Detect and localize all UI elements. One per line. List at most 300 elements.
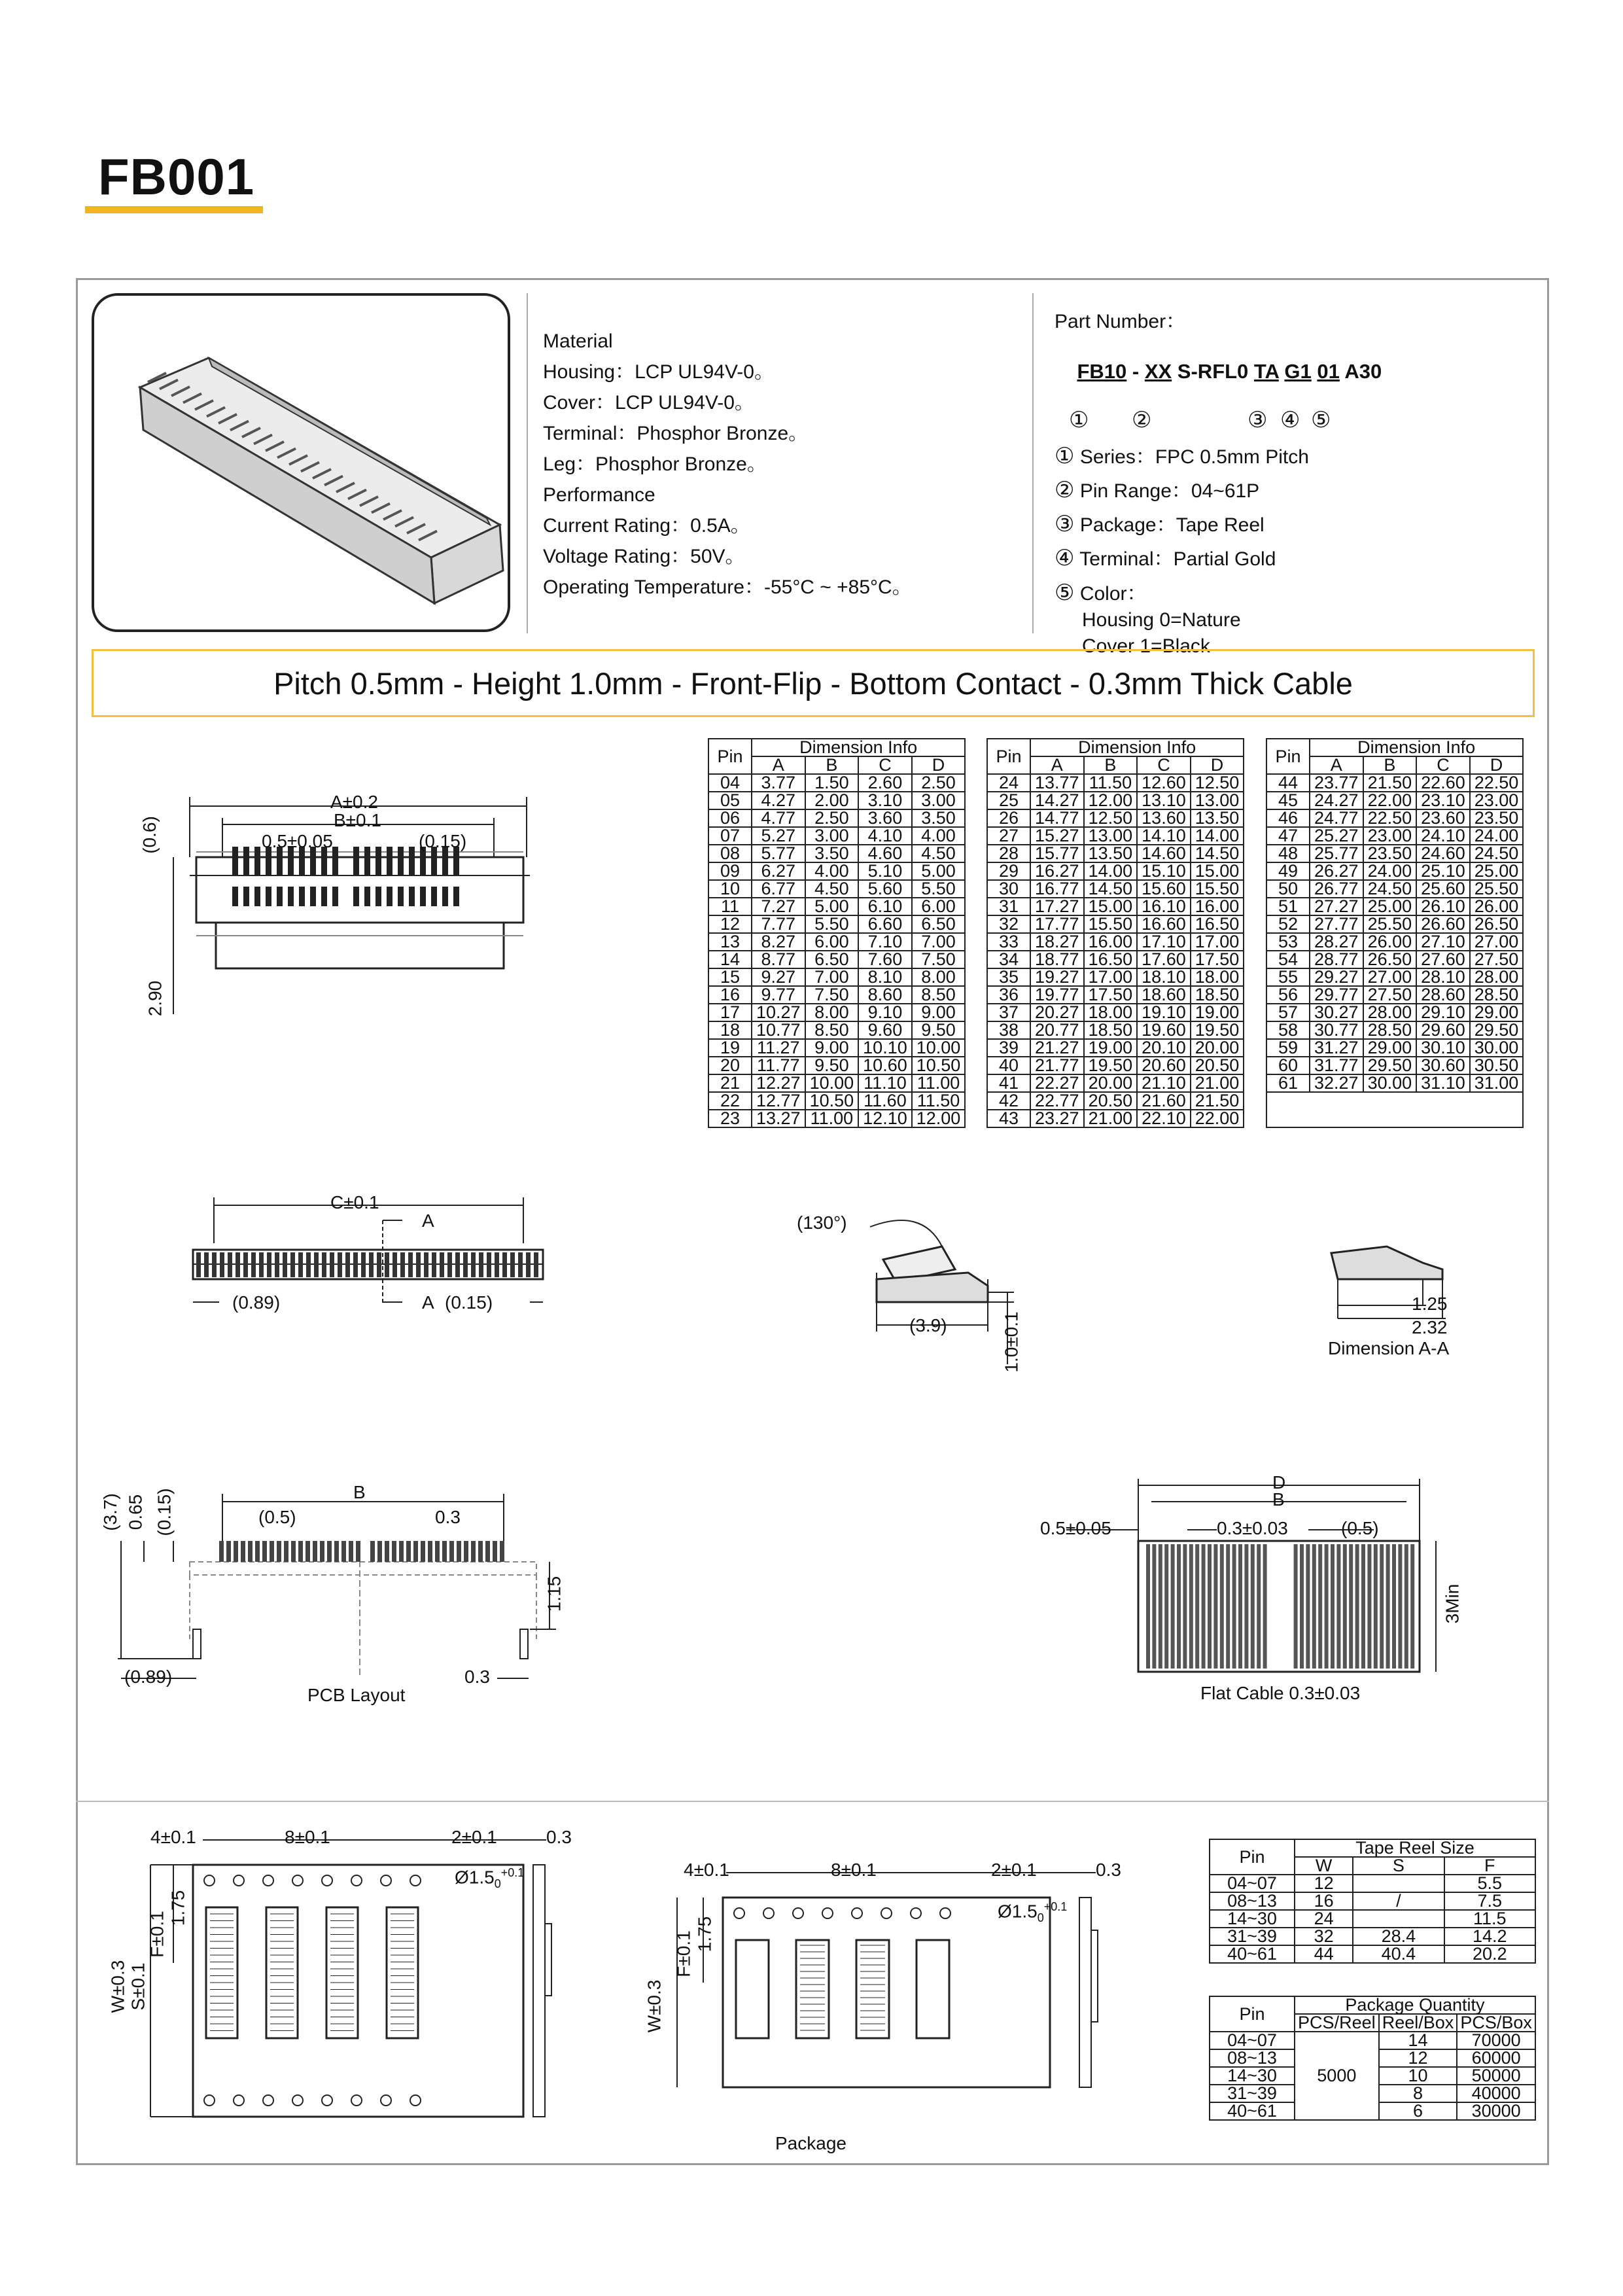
- table-cell: 31.00: [1470, 1074, 1524, 1092]
- table-cell: 1.50: [805, 774, 859, 792]
- table-cell: 05: [708, 792, 752, 809]
- table-cell: 24.00: [1470, 827, 1524, 845]
- dim-left: (0.89): [232, 1292, 281, 1313]
- sprocket-hole: [793, 1908, 803, 1918]
- table-cell: 12.50: [1191, 774, 1244, 792]
- product-photo: [92, 293, 510, 632]
- table-cell: 10.10: [858, 1039, 912, 1057]
- pin-section: [385, 1252, 389, 1277]
- contact: [243, 887, 249, 906]
- tape-thickness: 0.3: [1096, 1860, 1121, 1880]
- pin-section: [283, 1252, 287, 1277]
- table-cell: 31.10: [1416, 1074, 1470, 1092]
- sprocket-hole: [852, 1908, 862, 1918]
- cable-finger: [1361, 1544, 1365, 1669]
- table-cell: 15.00: [1084, 898, 1138, 915]
- dim-col-header: D: [912, 756, 966, 774]
- pin-section: [487, 1252, 491, 1277]
- table-row: [1266, 1039, 1523, 1057]
- table-cell: 28.00: [1470, 968, 1524, 986]
- table-cell: 14.77: [1030, 809, 1084, 827]
- table-row: [708, 1057, 965, 1074]
- table-row: [1266, 845, 1523, 862]
- table-cell: 3.50: [805, 845, 859, 862]
- sprocket-hole: [292, 1875, 303, 1886]
- legend-marker: ⑤: [1055, 580, 1075, 605]
- table-cell: 08~13: [1210, 1892, 1295, 1910]
- table-cell: 50: [1266, 880, 1310, 898]
- table-cell: 13.60: [1137, 809, 1191, 827]
- dimension-table-1: [708, 738, 966, 1128]
- cable-dim-d: D: [1272, 1472, 1286, 1492]
- pcb-v3: (0.15): [154, 1488, 175, 1536]
- tape-pocket: [206, 1907, 237, 2038]
- table-cell: 12.10: [858, 1110, 912, 1127]
- cable-finger: [1294, 1544, 1298, 1669]
- legend-text: Package：Tape Reel: [1079, 514, 1265, 536]
- pcb-pad: [356, 1541, 360, 1562]
- pin-lead: [409, 847, 415, 875]
- table-cell: 42: [987, 1092, 1030, 1110]
- table-cell: 19.00: [1191, 1004, 1244, 1021]
- table-row: [987, 774, 1244, 792]
- table-cell: 24.60: [1416, 845, 1470, 862]
- table-row: [1266, 933, 1523, 951]
- pcs-per-reel: 5000: [1295, 2032, 1379, 2120]
- pin-section: [338, 1252, 342, 1277]
- table-cell: 31.77: [1310, 1057, 1363, 1074]
- pin-section: [369, 1252, 374, 1277]
- table-cell: 12.00: [1084, 792, 1138, 809]
- pin-lead: [387, 847, 393, 875]
- hole-dia: Ø1.5: [998, 1901, 1038, 1922]
- table-cell: 22.77: [1030, 1092, 1084, 1110]
- legend-item: [1055, 474, 1382, 508]
- package-qty-title: Package Quantity: [1295, 1996, 1535, 2014]
- voltage-rating: Voltage Rating：50V。: [543, 546, 745, 567]
- tape-reel-title: Tape Reel Size: [1295, 1839, 1535, 1857]
- table-row: [987, 827, 1244, 845]
- table-cell: 9.50: [805, 1057, 859, 1074]
- tape-pocket: [266, 1907, 298, 2038]
- table-cell: 20.50: [1084, 1092, 1138, 1110]
- pcb-pad: [305, 1541, 310, 1562]
- tape-h: 1.75: [694, 1916, 715, 1952]
- table-cell: 30.00: [1470, 1039, 1524, 1057]
- table-cell: 31.27: [1310, 1039, 1363, 1057]
- code-type: S-RFL0: [1172, 360, 1254, 383]
- table-cell: 2.50: [805, 809, 859, 827]
- tape-s: S±0.1: [128, 1962, 148, 2011]
- cable-finger: [1213, 1544, 1217, 1669]
- table-row: [1266, 915, 1523, 933]
- table-row: [708, 1074, 965, 1092]
- table-cell: 25.00: [1363, 898, 1417, 915]
- dim-side: (0.15): [419, 831, 467, 851]
- table-cell: 8.27: [752, 933, 805, 951]
- dimension-info-header: Dimension Info: [1030, 739, 1244, 756]
- table-cell: 39: [987, 1039, 1030, 1057]
- table-cell: 4.77: [752, 809, 805, 827]
- contact: [453, 887, 459, 906]
- part-number-code: [1055, 336, 1382, 407]
- pin-section: [204, 1252, 209, 1277]
- table-cell: 29: [987, 862, 1030, 880]
- table-cell: 35: [987, 968, 1030, 986]
- pin-lead: [243, 847, 249, 875]
- pcb-right: 0.3: [464, 1667, 490, 1687]
- table-cell: 16.10: [1137, 898, 1191, 915]
- contact: [442, 887, 448, 906]
- table-cell: 57: [1266, 1004, 1310, 1021]
- part-number-heading: Part Number：: [1055, 311, 1186, 332]
- table-cell: 12: [1379, 2049, 1457, 2067]
- pcb-pad: [464, 1541, 468, 1562]
- table-cell: 12.77: [752, 1092, 805, 1110]
- table-cell: 27.50: [1363, 986, 1417, 1004]
- table-cell: 04: [708, 774, 752, 792]
- table-cell: 40: [987, 1057, 1030, 1074]
- table-row: [987, 1057, 1244, 1074]
- dim-right: (0.15): [445, 1292, 493, 1313]
- col-s: S: [1353, 1857, 1444, 1875]
- legend-item: [1055, 542, 1382, 576]
- table-cell: 7.77: [752, 915, 805, 933]
- table-cell: 23.77: [1310, 774, 1363, 792]
- table-cell: 20.60: [1137, 1057, 1191, 1074]
- table-cell: 23.00: [1470, 792, 1524, 809]
- table-cell: 18.77: [1030, 951, 1084, 968]
- sprocket-hole: [351, 1875, 362, 1886]
- table-cell: 9.00: [805, 1039, 859, 1057]
- legend-marker: ③: [1055, 512, 1075, 537]
- pcb-pad: [370, 1541, 375, 1562]
- table-row: [708, 880, 965, 898]
- table-cell: 18: [708, 1021, 752, 1039]
- table-row: [1266, 827, 1523, 845]
- pcb-pad: [478, 1541, 483, 1562]
- table-cell: 10.50: [805, 1092, 859, 1110]
- table-cell: 44: [1266, 774, 1310, 792]
- cable-finger: [1146, 1544, 1150, 1669]
- pcb-v1: (3.7): [99, 1493, 120, 1531]
- cable-caption: Flat Cable 0.3±0.03: [1200, 1683, 1361, 1703]
- table-row: [1266, 792, 1523, 809]
- table-cell: 19.10: [1137, 1004, 1191, 1021]
- table-cell: 60000: [1457, 2049, 1535, 2067]
- legend-marker: ②: [1055, 478, 1075, 503]
- pcb-pad: [313, 1541, 317, 1562]
- table-cell: 4.00: [805, 862, 859, 880]
- table-cell: 09: [708, 862, 752, 880]
- table-cell: 9.77: [752, 986, 805, 1004]
- table-cell: 13.50: [1084, 845, 1138, 862]
- table-cell: 30.00: [1363, 1074, 1417, 1092]
- table-row: [708, 1110, 965, 1127]
- table-cell: 16.50: [1191, 915, 1244, 933]
- pin-section: [463, 1252, 468, 1277]
- dimension-table-2: [986, 738, 1244, 1128]
- pin-lead: [398, 847, 404, 875]
- table-row: [987, 809, 1244, 827]
- table-cell: 3.77: [752, 774, 805, 792]
- pcb-pad: [493, 1541, 497, 1562]
- table-cell: 8.10: [858, 968, 912, 986]
- table-cell: 22.00: [1191, 1110, 1244, 1127]
- pin-header: Pin: [708, 739, 752, 774]
- pin-section: [259, 1252, 264, 1277]
- sprocket-hole: [381, 1875, 391, 1886]
- table-cell: 25.50: [1363, 915, 1417, 933]
- tape-pitch2: 2±0.1: [451, 1827, 497, 1847]
- table-cell: 23.27: [1030, 1110, 1084, 1127]
- pin-section: [314, 1252, 319, 1277]
- pin-header: Pin: [987, 739, 1030, 774]
- table-cell: /: [1353, 1892, 1444, 1910]
- table-cell: 20.10: [1137, 1039, 1191, 1057]
- table-cell: 24.50: [1363, 880, 1417, 898]
- table-row: [1266, 774, 1523, 792]
- table-cell: 41: [987, 1074, 1030, 1092]
- table-cell: 28.00: [1363, 1004, 1417, 1021]
- table-cell: 43: [987, 1110, 1030, 1127]
- dim-col-header: B: [805, 756, 859, 774]
- table-cell: 25: [987, 792, 1030, 809]
- table-cell: 21.10: [1137, 1074, 1191, 1092]
- table-row: [1266, 1021, 1523, 1039]
- table-cell: 4.50: [912, 845, 966, 862]
- table-cell: 17.10: [1137, 933, 1191, 951]
- table-cell: 5.50: [912, 880, 966, 898]
- table-cell: 34: [987, 951, 1030, 968]
- legend-text: Color：: [1079, 583, 1147, 605]
- pcb-left: (0.89): [124, 1667, 173, 1687]
- dimension-info-header: Dimension Info: [752, 739, 965, 756]
- table-cell: 6.50: [912, 915, 966, 933]
- col-w: W: [1295, 1857, 1353, 1875]
- table-cell: 70000: [1457, 2032, 1535, 2049]
- table-row: [708, 792, 965, 809]
- table-cell: 8.77: [752, 951, 805, 968]
- cable-finger: [1312, 1544, 1316, 1669]
- pcb-pad: [435, 1541, 440, 1562]
- contact: [375, 887, 381, 906]
- table-cell: 16.77: [1030, 880, 1084, 898]
- table-cell: 24: [987, 774, 1030, 792]
- table-cell: 14: [708, 951, 752, 968]
- table-cell: 17.50: [1191, 951, 1244, 968]
- table-cell: 7.10: [858, 933, 912, 951]
- table-cell: 6.27: [752, 862, 805, 880]
- table-cell: 14.50: [1084, 880, 1138, 898]
- pin-section: [236, 1252, 240, 1277]
- section-divider: [76, 1801, 1549, 1802]
- front-view-drawing: [173, 1191, 566, 1325]
- table-cell: 5.10: [858, 862, 912, 880]
- table-cell: 27.50: [1470, 951, 1524, 968]
- table-cell: 6.50: [805, 951, 859, 968]
- cable-finger: [1367, 1544, 1371, 1669]
- pcb-pad: [471, 1541, 476, 1562]
- table-cell: 14.2: [1444, 1928, 1535, 1945]
- table-cell: 15.50: [1191, 880, 1244, 898]
- pcb-layout-drawing: [99, 1475, 576, 1705]
- tape-f: F±0.1: [673, 1930, 694, 1977]
- table-cell: 29.77: [1310, 986, 1363, 1004]
- leg-spec: Leg：Phosphor Bronze。: [543, 453, 767, 475]
- cable-finger: [1374, 1544, 1378, 1669]
- table-row: [987, 1092, 1244, 1110]
- table-cell: 22.60: [1416, 774, 1470, 792]
- tape-drawing-right: [644, 1858, 1121, 2153]
- table-cell: 61: [1266, 1074, 1310, 1092]
- table-cell: 16: [1295, 1892, 1353, 1910]
- table-cell: 7.50: [912, 951, 966, 968]
- cable-pitch: (0.5): [1341, 1518, 1379, 1538]
- tape-thickness: 0.3: [546, 1827, 572, 1847]
- table-cell: 10: [708, 880, 752, 898]
- table-cell: 14.27: [1030, 792, 1084, 809]
- table-cell: 25.50: [1470, 880, 1524, 898]
- table-row: [1266, 862, 1523, 880]
- table-cell: 31~39: [1210, 1928, 1295, 1945]
- table-cell: 51: [1266, 898, 1310, 915]
- sprocket-hole: [881, 1908, 892, 1918]
- table-cell: [1353, 1875, 1444, 1892]
- table-cell: 5.60: [858, 880, 912, 898]
- table-cell: 18.27: [1030, 933, 1084, 951]
- section-a-top: A: [422, 1210, 434, 1231]
- table-cell: 30.50: [1470, 1057, 1524, 1074]
- table-cell: 8.50: [912, 986, 966, 1004]
- table-cell: 5.77: [752, 845, 805, 862]
- contact: [277, 887, 283, 906]
- cable-finger: [1380, 1544, 1384, 1669]
- pin-section: [447, 1252, 452, 1277]
- dim-col-header: A: [1310, 756, 1363, 774]
- table-cell: 10.60: [858, 1057, 912, 1074]
- table-cell: 11.10: [858, 1074, 912, 1092]
- table-row: [987, 792, 1244, 809]
- table-cell: 10: [1379, 2067, 1457, 2085]
- cable-finger: [1159, 1544, 1162, 1669]
- pcb-pad: 0.3: [435, 1507, 461, 1527]
- table-cell: 24: [1295, 1910, 1353, 1928]
- table-cell: 9.60: [858, 1021, 912, 1039]
- cable-finger: [1300, 1544, 1304, 1669]
- table-cell: 26.00: [1470, 898, 1524, 915]
- table-row: [1266, 1004, 1523, 1021]
- contact: [321, 887, 327, 906]
- sprocket-hole: [911, 1908, 921, 1918]
- table-cell: 28.50: [1470, 986, 1524, 1004]
- pcb-pad: [327, 1541, 332, 1562]
- table-cell: 44: [1295, 1945, 1353, 1963]
- pcb-pad: [341, 1541, 346, 1562]
- pin-section: [440, 1252, 444, 1277]
- table-cell: 4.50: [805, 880, 859, 898]
- table-cell: 30.10: [1416, 1039, 1470, 1057]
- table-cell: 11.60: [858, 1092, 912, 1110]
- pin-section: [502, 1252, 507, 1277]
- pin-section: [518, 1252, 523, 1277]
- table-row: [708, 951, 965, 968]
- table-row: [708, 933, 965, 951]
- table-cell: 16.60: [1137, 915, 1191, 933]
- dim-col-header: A: [1030, 756, 1084, 774]
- pcb-pad: [226, 1541, 231, 1562]
- table-row: [987, 1004, 1244, 1021]
- table-cell: 21.77: [1030, 1057, 1084, 1074]
- table-cell: 8.00: [805, 1004, 859, 1021]
- table-row: [987, 1074, 1244, 1092]
- tape-pocket: [916, 1940, 949, 2038]
- table-cell: 9.10: [858, 1004, 912, 1021]
- table-cell: 27.60: [1416, 951, 1470, 968]
- pcb-pad: [270, 1541, 274, 1562]
- cable-finger: [1238, 1544, 1242, 1669]
- table-row: [987, 986, 1244, 1004]
- package-caption: Package: [775, 2133, 846, 2153]
- cable-left: 0.5±0.05: [1040, 1518, 1111, 1538]
- column-divider: [527, 293, 528, 633]
- pin-section: [306, 1252, 311, 1277]
- cable-finger: [1405, 1544, 1408, 1669]
- marker-3: ③: [1248, 408, 1268, 433]
- dim-col-header: C: [1137, 756, 1191, 774]
- cable-finger: [1152, 1544, 1156, 1669]
- table-row: [987, 880, 1244, 898]
- dim-col-header: C: [858, 756, 912, 774]
- table-cell: [1353, 1910, 1444, 1928]
- empty-row: [1266, 1092, 1523, 1127]
- pcb-pad: [241, 1541, 245, 1562]
- tape-pocket: [736, 1940, 769, 2038]
- table-cell: 18.50: [1191, 986, 1244, 1004]
- pin-section: [393, 1252, 397, 1277]
- table-cell: 15.50: [1084, 915, 1138, 933]
- pin-section: [416, 1252, 421, 1277]
- table-cell: 17.27: [1030, 898, 1084, 915]
- operating-temperature: Operating Temperature：-55°C ~ +85°C。: [543, 576, 912, 598]
- table-cell: 4.27: [752, 792, 805, 809]
- pin-section: [298, 1252, 303, 1277]
- cable-finger: [1195, 1544, 1199, 1669]
- table-row: [987, 933, 1244, 951]
- table-cell: 29.27: [1310, 968, 1363, 986]
- table-cell: 26.50: [1363, 951, 1417, 968]
- cable-finger: [1336, 1544, 1340, 1669]
- legend-marker: ①: [1055, 444, 1075, 468]
- table-cell: 26.10: [1416, 898, 1470, 915]
- table-cell: 10.27: [752, 1004, 805, 1021]
- table-cell: 19.27: [1030, 968, 1084, 986]
- dimension-info-header: Dimension Info: [1310, 739, 1523, 756]
- table-cell: 6.10: [858, 898, 912, 915]
- table-cell: 6.60: [858, 915, 912, 933]
- side-view-drawing: [792, 1207, 1066, 1381]
- table-cell: 45: [1266, 792, 1310, 809]
- table-cell: 12.50: [1084, 809, 1138, 827]
- pin-lead: [353, 847, 359, 875]
- pin-section: [432, 1252, 436, 1277]
- contact: [409, 887, 415, 906]
- col-pcs-reel: PCS/Reel: [1295, 2014, 1379, 2032]
- table-cell: 21.50: [1191, 1092, 1244, 1110]
- table-row: [708, 915, 965, 933]
- color-cover: Cover 1=Black: [1082, 635, 1210, 657]
- table-cell: 9.27: [752, 968, 805, 986]
